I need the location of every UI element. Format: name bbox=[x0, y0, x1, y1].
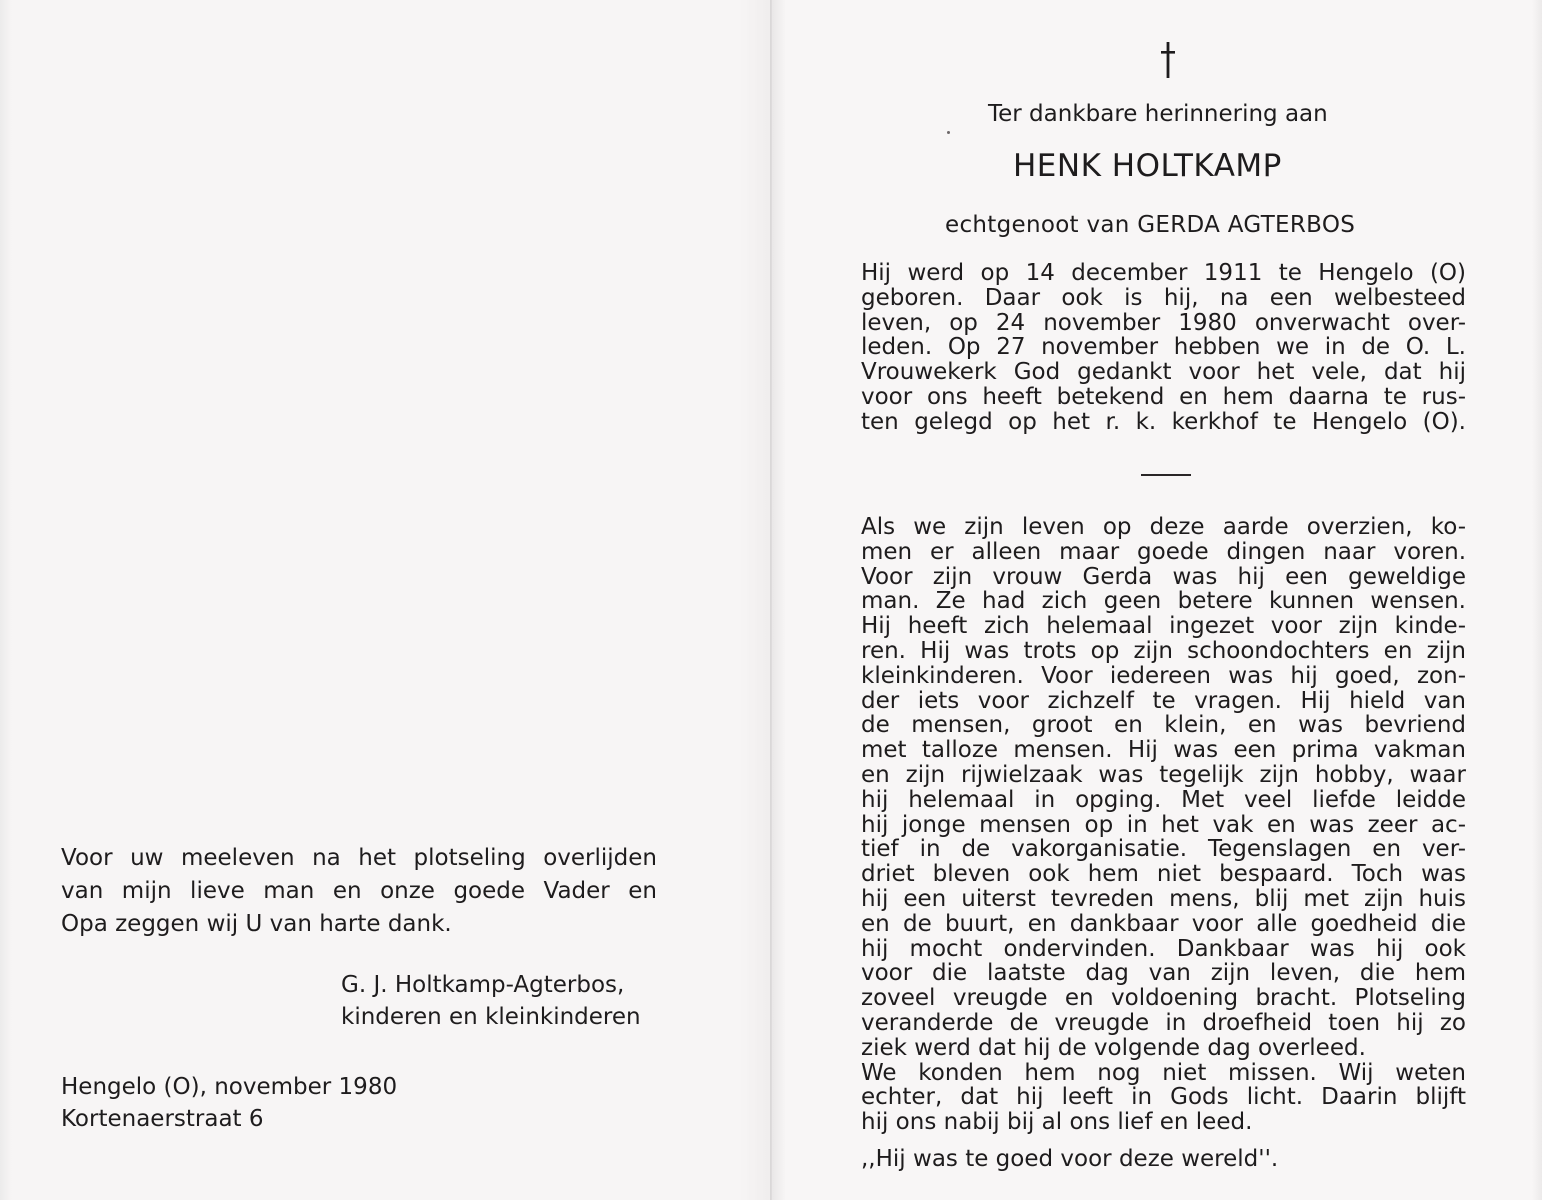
intro-line: Ter dankbare herinnering aan bbox=[988, 101, 1328, 127]
memorial-line: veranderde de vreugde in droefheid toen hij zo bbox=[861, 1009, 1466, 1036]
memorial-line: voor die laatste dag van zijn leven, die hem bbox=[861, 960, 1466, 987]
memorial-line: man. Ze had zich geen betere kunnen wensen. bbox=[861, 588, 1466, 615]
place-date: Hengelo (O), november 1980 bbox=[61, 1074, 398, 1100]
memorial-line: met talloze mensen. Hij was een prima vakman bbox=[861, 737, 1466, 764]
memorial-line: en zijn rijwielzaak was tegelijk zijn hobby, waar bbox=[861, 761, 1466, 788]
memorial-paragraph bbox=[861, 515, 1466, 1135]
bio-line: ten gelegd op het r. k. kerkhof te Hengelo (O). bbox=[861, 408, 1466, 435]
address: Kortenaerstraat 6 bbox=[61, 1106, 264, 1132]
paper-speck bbox=[947, 131, 950, 134]
memorial-line: hij helemaal in opging. Met veel liefde leidde bbox=[861, 786, 1466, 813]
spouse-line: echtgenoot van GERDA AGTERBOS bbox=[945, 212, 1356, 238]
memorial-line: tief in de vakorganisatie. Tegenslagen en ver- bbox=[861, 836, 1466, 863]
signature-family: kinderen en kleinkinderen bbox=[341, 1004, 641, 1030]
deceased-name: HENK HOLTKAMP bbox=[1013, 148, 1282, 184]
cross-icon bbox=[1158, 40, 1178, 80]
memorial-line: der iets voor zichzelf te vragen. Hij hield van bbox=[861, 687, 1466, 714]
memorial-line: Hij heeft zich helemaal ingezet voor zijn kinde- bbox=[861, 613, 1466, 640]
memorial-line: hij een uiterst tevreden mens, blij met zijn huis bbox=[861, 885, 1466, 912]
closing-quote: ,,Hij was te goed voor deze wereld''. bbox=[861, 1146, 1279, 1172]
memorial-line: ren. Hij was trots op zijn schoondochters en zijn bbox=[861, 637, 1466, 664]
thanks-paragraph bbox=[61, 842, 657, 941]
memorial-line: kleinkinderen. Voor iedereen was hij goed, zon- bbox=[861, 662, 1466, 689]
memorial-line: ziek werd dat hij de volgende dag overleed. bbox=[861, 1034, 1366, 1061]
bio-paragraph bbox=[861, 261, 1466, 435]
thanks-line: van mijn lieve man en onze goede Vader en bbox=[61, 878, 657, 904]
memorial-line: en de buurt, en dankbaar voor alle goedheid die bbox=[861, 910, 1466, 937]
thanks-line: Opa zeggen wij U van harte dank. bbox=[61, 911, 452, 937]
memorial-line: de mensen, groot en klein, en was bevriend bbox=[861, 712, 1466, 739]
memorial-line: echter, dat hij leeft in Gods licht. Daarin blijft bbox=[861, 1084, 1466, 1111]
bio-line: Hij werd op 14 december 1911 te Hengelo (O) bbox=[861, 260, 1466, 286]
memorial-line: We konden hem nog niet missen. Wij weten bbox=[861, 1059, 1466, 1086]
memorial-line: zoveel vreugde en voldoening bracht. Plotseling bbox=[861, 985, 1466, 1012]
signature-name: G. J. Holtkamp-Agterbos, bbox=[341, 972, 625, 998]
bio-line: voor ons heeft betekend en hem daarna te rus- bbox=[861, 383, 1466, 410]
bio-line: geboren. Daar ook is hij, na een welbesteed bbox=[861, 284, 1466, 311]
memorial-line: Als we zijn leven op deze aarde overzien, ko- bbox=[861, 514, 1466, 540]
memorial-line: Voor zijn vrouw Gerda was hij een geweldige bbox=[861, 563, 1466, 590]
memorial-line: hij ons nabij bij al ons lief en leed. bbox=[861, 1109, 1253, 1136]
memorial-line: hij mocht ondervinden. Dankbaar was hij ook bbox=[861, 935, 1466, 962]
divider bbox=[1141, 474, 1191, 476]
memorial-line: hij jonge mensen op in het vak en was zeer ac- bbox=[861, 811, 1466, 838]
memorial-line: men er alleen maar goede dingen naar voren. bbox=[861, 538, 1466, 565]
bio-line: leden. Op 27 november hebben we in de O. L. bbox=[861, 334, 1466, 361]
memorial-line: driet bleven ook hem niet bespaard. Toch was bbox=[861, 861, 1466, 888]
bio-line: leven, op 24 november 1980 onverwacht over- bbox=[861, 309, 1466, 336]
thanks-line: Voor uw meeleven na het plotseling overlijden bbox=[61, 845, 657, 871]
bio-line: Vrouwekerk God gedankt voor het vele, dat hij bbox=[861, 359, 1466, 386]
